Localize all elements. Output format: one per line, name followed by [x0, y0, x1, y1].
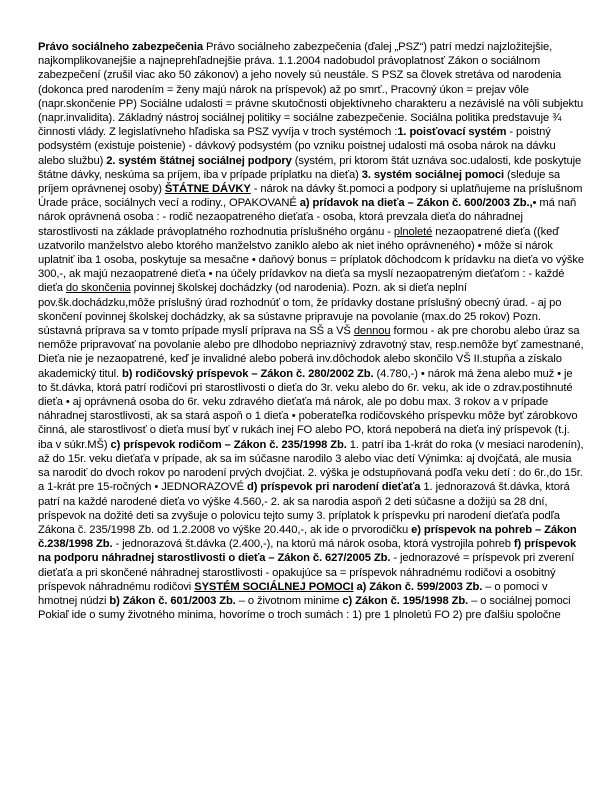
- body-text: - jednorazová št.dávka (2.400,-), na ktorú má nárok osoba, ktorá vystrojila pohreb: [112, 538, 514, 551]
- document-heading: Právo sociálneho zabezpečenia: [38, 41, 203, 53]
- bold-heading: d) príspevok pri narodení dieťaťa: [247, 481, 421, 494]
- document-body: [38, 40, 584, 622]
- underlined-text: do skončenia: [65, 282, 131, 295]
- bold-heading: b) Zákon č. 601/2003 Zb.: [109, 594, 236, 607]
- underlined-text: plnoleté: [393, 225, 433, 238]
- bold-heading: c) Zákon č. 195/1998 Zb.: [342, 594, 469, 607]
- bold-heading: 1. poisťovací systém: [397, 126, 507, 139]
- bold-heading: a) prídavok na dieťa – Zákon č. 600/2003 Zb.,: [299, 197, 533, 210]
- body-text: - poistný podsystém (existuje poistenie) - dávkový podsystém (po vzniku poistnej udalosti má osoba nárok na dávku alebo službu): [38, 126, 556, 167]
- underlined-text: dennou: [353, 325, 391, 338]
- body-text: 1. patrí iba 1-krát do roka (v mesiaci narodenín), až do 15r. veku dieťaťa v prípade, ak sa im súčasne narodilo 3 alebo viac detí Výnimka: aj dvojčatá, ale musia sa narodiť do dvoch rokov po narodení prvých dvojčiat. 2. výška je odstupňovaná podľa veku detí : do 6r.,do 15r. a 1-krát pre 15-ročných • JEDNORAZOVÉ: [38, 438, 584, 494]
- body-text: 1. jednorazová št.dávka, ktorá patrí na každé narodené dieťa vo výške 4.560,- 2. ak sa narodia aspoň 2 deti súčasne a dožijú sa 28 dní, príspevok na dožité deti sa zvyšuje o polovicu tejto sumy 3. príplatok k príspevku pri narodení dieťaťa podľa Zákona č. 235/1998 Zb. od 1.2.2008 vo výške 20.440,-, ak ide o prvorodičku: [38, 481, 570, 536]
- body-text: formou - ak pre chorobu alebo úraz sa nemôže pripravovať na povolanie alebo pre dlhodobo nepriaznivý zdravotný stav, resp.nemôže byť zamestnané, Dieťa nie je nezaopatrené, keď je invalidné alebo poberá inv.dôchodok alebo skončilo VŠ II.stupňa a získalo akademický titul.: [38, 325, 584, 380]
- section-heading: SYSTÉM SOCIÁLNEJ POMOCI: [194, 580, 354, 593]
- body-text: – o životnom minime: [235, 594, 343, 607]
- body-text: (systém, pri ktorom štát uznáva soc.udalosti, kde poskytuje štátne dávky, neskúma sa príjem, iba v prípade príplatku na dieťa): [38, 154, 582, 181]
- bold-heading: b) rodičovský príspevok – Zákon č. 280/2002 Zb.: [122, 367, 374, 380]
- body-text: povinnej školskej dochádzky (od narodenia). Pozn. ak si dieťa neplní pov.šk.dochádzku,môže príslušný úrad rozhodnúť o tom, že prídavky dostane príslušný obecný úrad. - aj po skončení povinnej školskej dochádzky, ak sa sústavne pripravuje na povolanie (max.do 25 rokov) Pozn. sústavná príprava sa v tomto prípade myslí príprava na SŠ a VŠ: [38, 282, 562, 338]
- bold-heading: 3. systém sociálnej pomoci: [361, 168, 505, 181]
- body-text: Právo sociálneho zabezpečenia (ďalej „PSZ“) patrí medzi najzložitejšie, najkomplikovanejšie a najneprehľadnejšie práva. 1.1.2004 nadobudol právoplatnosť Zákon o sociálnom zabezpečení (zrušil viac ako 50 zákonov) a jeho novely sú neustále. S PSZ sa človek stretáva od narodenia (dokonca pred narodením = ženy majú nárok na príspevok) až po smrť., Pracovný úkon = prejav vôle (napr.skončenie PP) Sociálne udalosti = právne skutočnosti objektívneho charakteru a nezávislé na vôli subjektu (napr.invalidita). Základný nástroj sociálnej politiky = sociálne zabezpečenie. Sociálna politika predstavuje ¾ činnosti vlády. Z legislatívneho hľadiska sa PSZ vyvíja v troch systémoch :: [38, 41, 584, 139]
- body-text: nezaopatrené dieťa ((keď uzatvorilo manželstvo alebo ktorého manželstvo zaniklo alebo ak niet iného oprávneného) • môže si nárok uplatniť iba 1 osoba, poskytuje sa mesačne • daňový bonus = príplatok dôchodcom k prídavku na dieťa vo výške 300,-, ak majú nezaopatrené dieťa • na účely prídavkov na dieťa sa myslí nezaopatreným dieťaťom : - každé dieťa: [38, 225, 584, 295]
- body-text: - jednorazové = príspevok pri zverení dieťaťa a pri skončené náhradnej starostlivosti - opakujúce sa = príspevok náhradnému rodičovi a osobitný príspevok náhradnému rodičovi: [38, 552, 575, 593]
- body-text: – o pomoci v hmotnej núdzi: [38, 580, 548, 607]
- bold-heading: c) príspevok rodičom – Zákon č. 235/1998 Zb.: [110, 438, 347, 451]
- bold-heading: 2. systém štátnej sociálnej podpory: [106, 154, 292, 167]
- bold-heading: e) príspevok na pohreb – Zákon č.238/1998 Zb.: [38, 523, 577, 551]
- bold-heading: a) Zákon č. 599/2003 Zb.: [356, 580, 483, 593]
- body-text: – o sociálnej pomoci Pokiaľ ide o sumy životného minima, hovoríme o troch sumách : 1) pre 1 plnoletú FO 2) pre ďalšiu spoločne: [38, 594, 571, 622]
- section-heading: ŠTÁTNE DÁVKY: [164, 183, 251, 196]
- body-text: - nárok na dávky št.pomoci a podpory si uplatňujeme na príslušnom Úrade práce, sociálnych vecí a rodiny., OPAKOVANÉ: [38, 183, 583, 210]
- bold-heading: f) príspevok na podporu náhradnej starostlivosti o dieťa – Zákon č. 627/2005 Zb.: [38, 538, 577, 565]
- body-text: • má naň nárok oprávnená osoba : - rodič nezaopatreného dieťaťa - osoba, ktorá prevzala dieťa do náhradnej starostlivosti na základe právoplatného rozhodnutia príslušného orgánu -: [38, 197, 577, 238]
- body-text: (sleduje sa príjem oprávnenej osoby): [38, 168, 561, 196]
- body-text: (4.780,-) • nárok má žena alebo muž • je to št.dávka, ktorá patrí rodičovi pri starostlivosti o dieťa do 3r. veku alebo do 6r. veku, ak ide o zdrav.postihnuté dieťa • aj oprávnená osoba do 6r. veku zdravého dieťaťa má nárok, ale po dobu max. 3 rokov a v prípade náhradnej starostlivosti, ak sa stará aspoň o 1 dieťa • poberateľka rodičovského príspevku môže byť zárobkovo činná, ale starostlivosť o dieťa musí byť v rukách inej FO alebo PO, ktorá nepoberá na dieťa iný príspevok (t.j. iba v súkr.MŠ): [38, 367, 578, 451]
